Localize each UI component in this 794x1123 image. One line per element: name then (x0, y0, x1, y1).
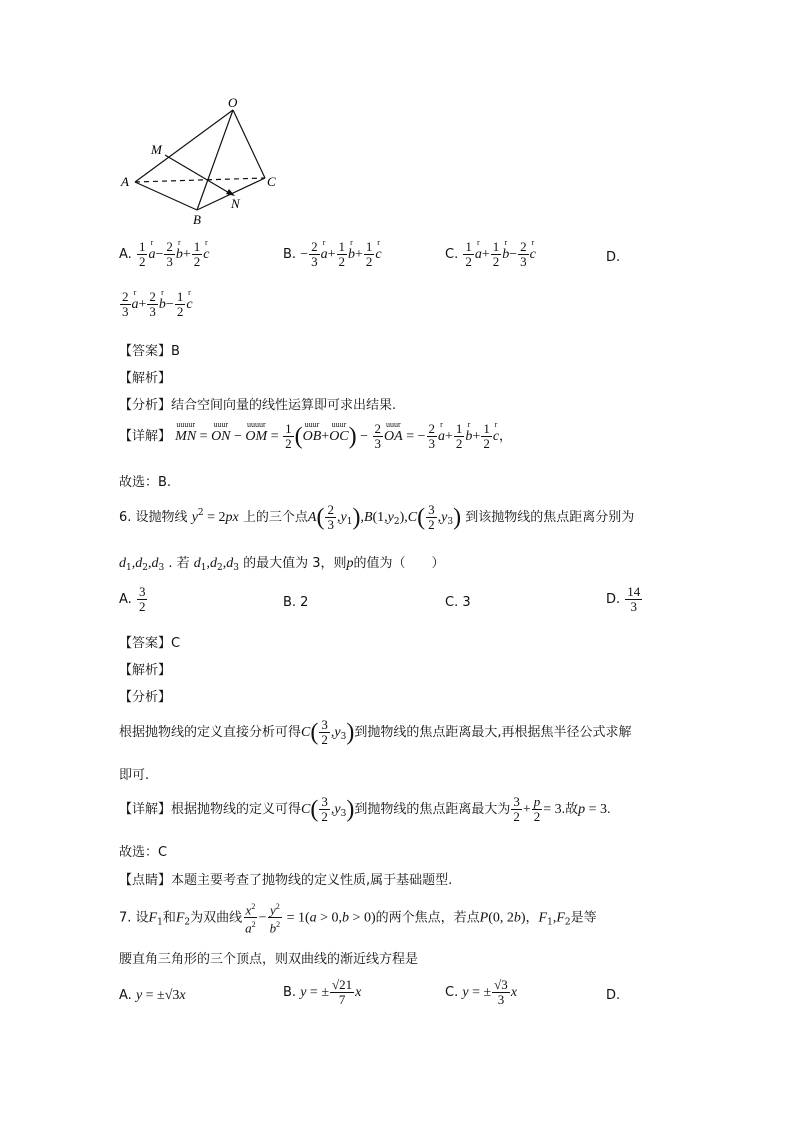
q6-option-d: D. $\frac{14}{3}$ (606, 584, 641, 614)
edge-OA (135, 110, 233, 182)
q6-analysis-line2: 即可. (119, 768, 150, 783)
q6-answer: 【答案】C (119, 636, 181, 651)
q6-option-a: A. $\frac{3}{2}$ (119, 584, 146, 614)
q7-option-a: A. y = ±√3x (119, 988, 186, 1003)
q5-fenxi: 【分析】结合空间向量的线性运算即可求出结果. (119, 398, 397, 413)
q5-jiexi: 【解析】 (119, 371, 172, 386)
q6-stem: 6. 设抛物线 $y^2 = 2px$ 上的三个点A( $\frac{2}{3}$ $,y_1),B(1,y_2),C$( $\frac{3}{2}$ $,y_3$) 到该抛物线的焦点距离分别为 (119, 502, 635, 532)
q5-xiangjie: 【详解】 MN uuuur = ON uuur − OM uuuur = $\frac{1}{2}$ (OB uuur +OC uuur ) − $\frac{2}{3}$ OA uuur = − $\frac{2}{3}$ a r + $\frac{1}{2}$ b r + $\frac{1}{2}$ c r ， (119, 420, 513, 451)
q5-option-c: C. $\frac{1}{2}$ a r + $\frac{1}{2}$ b r − $\frac{2}{3}$ c r (445, 238, 536, 269)
label-C: C (267, 174, 276, 189)
tetrahedron-figure (115, 90, 295, 230)
q5-answer: 【答案】B (119, 344, 180, 359)
q6-stem-line2: $d_1,d_2,d_3$ . 若 $d_1,d_2,d_3$ 的最大值为 3，则p的值为（ ） (119, 556, 445, 573)
label-O: O (228, 95, 238, 110)
q6-option-b: B. 2 (283, 595, 309, 610)
q6-fenxi: 【分析】 (119, 690, 172, 705)
q7-option-c: C. y = ± $\frac{√3}{3}$ x (445, 977, 518, 1007)
label-N: N (231, 196, 240, 211)
edge-OC (233, 110, 265, 178)
q6-guxuan: 故选：C (119, 845, 168, 860)
label-M: M (151, 142, 162, 157)
q7-stem: 7. 设$F_1$和$F_2$为双曲线 $\frac{x^2}{a^2}$ − $\frac{y^2}{b^2}$ = 1(a > 0,b > 0)的两个焦点，若点P(0, 2b)，$F_1,F_2$是等 (119, 902, 597, 936)
segment-MN (165, 155, 231, 194)
label-A: A (121, 174, 129, 189)
q6-analysis-line1: 根据抛物线的定义直接分析可得C( $\frac{3}{2}$ $,y_3$)到抛物线的焦点距离最大,再根据焦半径公式求解 (119, 717, 632, 747)
q7-option-b: B. y = ± $\frac{√21}{7}$ x (283, 977, 362, 1007)
q5-option-b: B. − $\frac{2}{3}$ a r + $\frac{1}{2}$ b r + $\frac{1}{2}$ c r (283, 238, 382, 269)
edge-AC-dashed (135, 178, 265, 182)
q5-guxuan: 故选：B. (119, 475, 172, 490)
q5-option-d-expr: $\frac{2}{3}$ a r + $\frac{2}{3}$ b r − $\frac{1}{2}$ c r (122, 288, 193, 319)
q6-jiexi: 【解析】 (119, 663, 172, 678)
q6-detail: 【详解】根据抛物线的定义可得C( $\frac{3}{2}$ $,y_3$)到抛物线的焦点距离最大为 $\frac{3}{2}$ + $\frac{p}{2}$ = 3.故p = 3. (119, 794, 611, 824)
q6-dianjing: 【点睛】本题主要考查了抛物线的定义性质,属于基础题型. (119, 873, 453, 888)
q7-stem-line2: 腰直角三角形的三个顶点，则双曲线的渐近线方程是 (119, 952, 419, 967)
q7-option-d: D. (606, 988, 621, 1003)
label-B: B (193, 212, 201, 227)
q5-option-a: A. $\frac{1}{2}$ a r − $\frac{2}{3}$ b r + $\frac{1}{2}$ c r (119, 238, 210, 269)
edge-AB (135, 182, 197, 210)
q6-option-c: C. 3 (445, 595, 471, 610)
q5-option-d: D. (606, 250, 621, 265)
